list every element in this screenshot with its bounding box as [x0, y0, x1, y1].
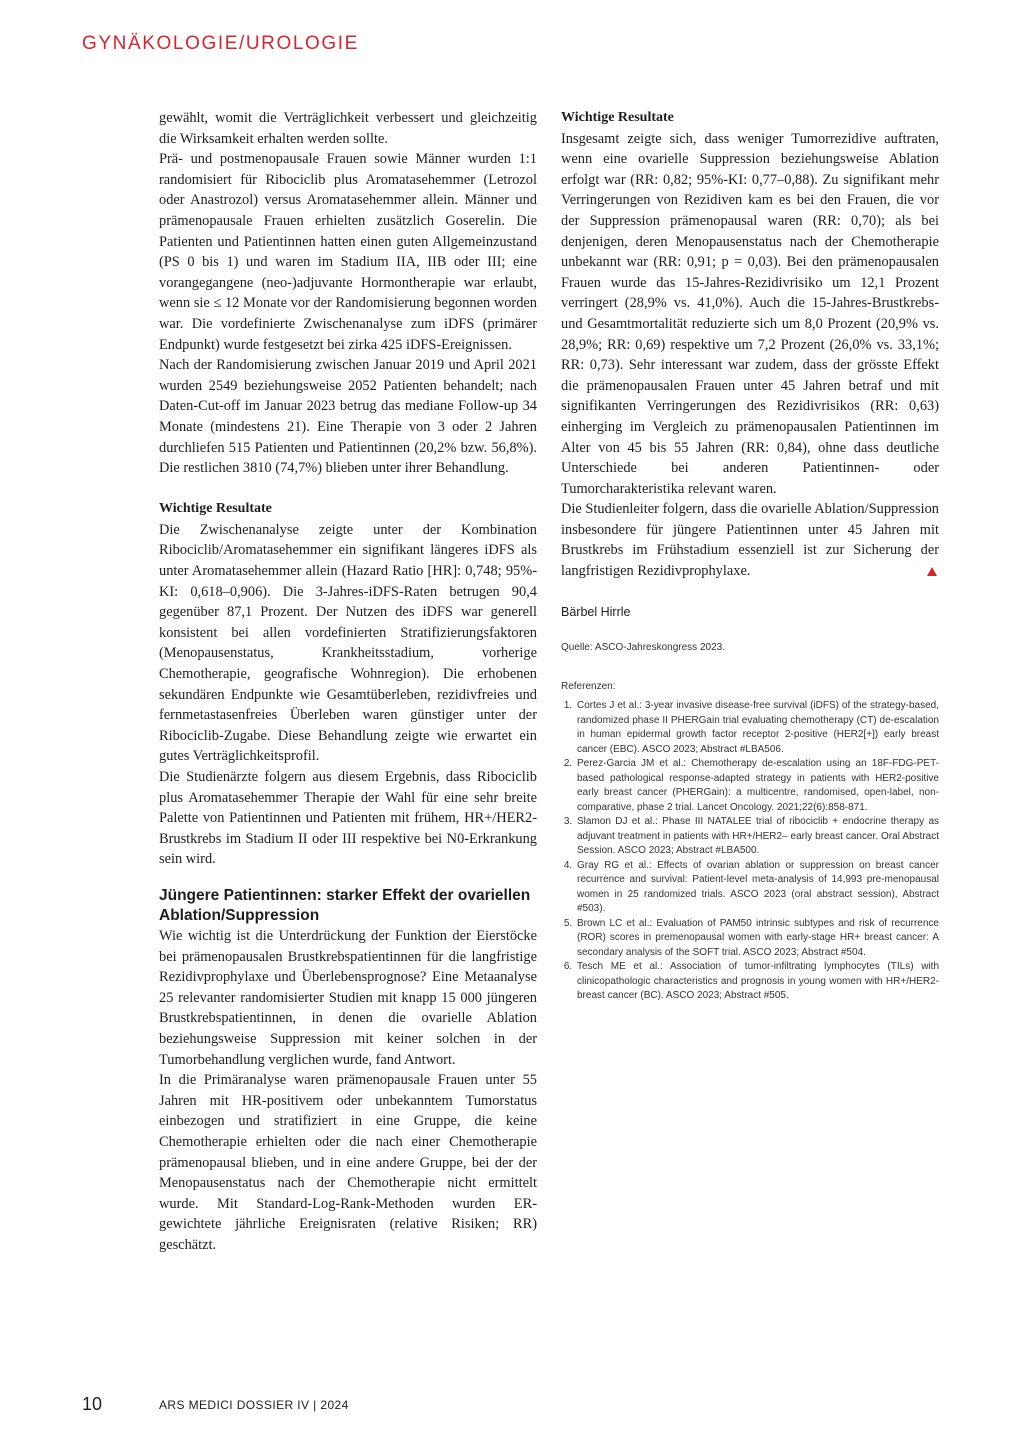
left-paragraph-6: Wie wichtig ist die Unterdrückung der Funktion der Eierstöcke bei prämenopausalen Brustkrebspatientinnen für die langfristige Rezidivprophylaxe und Überlebensprognose? Eine Metaanalyse 25 relevanter randomisierter Studien mit knapp 15 000 jüngeren Brustkrebspatientinnen, in denen die ovarielle Ablation beziehungsweise Suppression mit keiner solchen in der Tumorbehandlung verglichen wurde, fand Antwort.: [159, 927, 537, 1068]
left-paragraph-7: In die Primäranalyse waren prämenopausale Frauen unter 55 Jahren mit HR-positivem oder unbekanntem Tumorstatus einbezogen und stratifiziert in eine Gruppe, die keine Chemotherapie erhielten oder die nach einer Chemotherapie prämenopausal blieben, und in eine andere Gruppe, bei der der Menopausenstatus nach der Chemotherapie nicht ermittelt wurde. Mit Standard-Log-Rank-Methoden wurden ER-gewichtete jährliche Ereignisraten (relative Risiken; RR) geschätzt.: [159, 1072, 537, 1253]
left-paragraph-5: Die Studienärzte folgern aus diesem Ergebnis, dass Ribociclib plus Aromatasehemmer Therapie der Wahl für eine sehr breite Palette von Patientinnen und Patienten mit frühem, HR+/HER2-Brustkrebs im Stadium II oder III respektive bei N0-Erkrankung sein wird.: [159, 769, 537, 868]
reference-item: 1. Cortes J et al.: 3-year invasive disease-free survival (iDFS) of the strategy-based, randomized phase II PHERGain trial evaluating chemotherapy (CT) de-escalation in human epidermal growth factor receptor 2-positive (HER2[+]) early breast cancer (EBC). ASCO 2023; Abstract #LBA506.: [575, 699, 939, 757]
section-subheading: Jüngere Patientinnen: starker Effekt der ovariellen Ablation/Suppression: [159, 886, 531, 924]
page-number: 10: [82, 1394, 103, 1414]
left-paragraph-3: Nach der Randomisierung zwischen Januar 2019 und April 2021 wurden 2549 beziehungsweise 2052 Patienten behandelt; nach Daten-Cut-off im Januar 2023 betrug das mediane Follow-up 34 Monate (mindestens 21). Eine Therapie von 3 oder 2 Jahren durchliefen 515 Patienten und Patientinnen (20,2% bzw. 56,8%). Die restlichen 3810 (74,7%) blieben unter ihrer Behandlung.: [159, 357, 537, 477]
right-paragraph-1: Insgesamt zeigte sich, dass weniger Tumorrezidive auftraten, wenn eine ovarielle Suppression beziehungsweise Ablation erfolgt war (RR: 0,82; 95%-KI: 0,77–0,88). Zu signifikant mehr Verringerungen von Rezidiven kam es bei den Frauen, die vor der Suppression prämenopausal waren (RR: 0,70); als bei denjenigen, deren Menopausenstatus nach der Chemotherapie unbekannt war (RR: 0,91; p = 0,03). Bei den prämenopausalen Frauen wurde das 15-Jahres-Rezidivrisiko um 12,1 Prozent verringert (28,9% vs. 41,0%). Auch die 15-Jahres-Brustkrebs- und Gesamtmortalität reduzierte sich um 8,0 Prozent (20,9% vs. 28,9%; RR: 0,69) respektive um 7,2 Prozent (26,0% vs. 33,1%; RR: 0,73). Sehr interessant war zudem, dass der grösste Effekt die prämenopausalen Frauen unter 45 Jahren betraf und mit signifikanten Verringerungen des Rezidivrisikos (RR: 0,63) einherging im Vergleich zu prämenopausalen Patientinnen im Alter von 45 bis 55 Jahren (RR: 0,84), ohne dass deutliche Unterschiede bei anderen Patientinnen- oder Tumorcharakteristika relevant waren.: [561, 130, 939, 497]
left-results-heading: Wichtige Resultate: [159, 501, 272, 517]
reference-item: 3. Slamon DJ et al.: Phase III NATALEE trial of ribociclib + endocrine therapy as adjuvant treatment in patients with HR+/HER2– early breast cancer. Oral Abstract Session. ASCO 2023; Abstract #LBA500.: [575, 815, 939, 859]
left-paragraph-1: gewählt, womit die Verträglichkeit verbessert und gleichzeitig die Wirksamkeit erhalten werden sollte.: [159, 110, 537, 147]
right-paragraph-2: [561, 499, 939, 581]
source-note: Quelle: ASCO-Jahreskongress 2023.: [561, 642, 725, 654]
author-name: Bärbel Hirrle: [561, 604, 631, 619]
left-paragraph-4: Die Zwischenanalyse zeigte unter der Kombination Ribociclib/Aromatasehemmer ein signifikant längeres iDFS als unter Aromatasehemmer allein (Hazard Ratio [HR]: 0,748; 95%-KI: 0,618–0,906). Die 3-Jahres-iDFS-Raten betrugen 90,4 gegenüber 87,1 Prozent. Der Nutzen des iDFS war generell konsistent bei allen vordefinierten Stratifizierungsfaktoren (Menopausenstatus, Krankheitsstadium, vorherige Chemotherapie, geografische Wohnregion). Die erhobenen sekundären Endpunkte wie Gesamtüberleben, rezidivfreies und fernmetastasenfreies Überleben waren günstiger unter der Ribociclib-Zugabe. Diese Behandlung zeigte wie erwartet ein gutes Verträglichkeitsprofil.: [159, 521, 537, 765]
reference-item: 2. Perez-Garcia JM et al.: Chemotherapy de-escalation using an 18F-FDG-PET-based pathological response-adapted strategy in patients with HER2-positive early breast cancer (PHERGain): a multicentre, randomised, open-label, non-comparative, phase 2 trial. Lancet Oncology. 2021;22(6):858-871.: [575, 757, 939, 815]
left-paragraph-2: Prä- und postmenopausale Frauen sowie Männer wurden 1:1 randomisiert für Ribociclib plus Aromatasehemmer (Letrozol oder Anastrozol) versus Aromatasehemmer allein. Männer und prämenopausale Frauen erhielten zusätzlich Goserelin. Die Patienten und Patientinnen hatten einen guten Allgemeinzustand (PS 0 bis 1) und waren im Stadium IIA, IIB oder III; eine vorangegangene (neo-)adjuvante Hormontherapie war erlaubt, wenn sie ≤ 12 Monate vor der Randomisierung begonnen worden war. Die vordefinierte Zwischenanalyse zum iDFS (primärer Endpunkt) wurde festgesetzt bei zirka 425 iDFS-Ereignissen.: [159, 151, 537, 353]
publication-name: ARS MEDICI DOSSIER IV | 2024: [159, 1398, 349, 1412]
right-column: [561, 108, 939, 1004]
reference-item: 4. Gray RG et al.: Effects of ovarian ablation or suppression on breast cancer recurrence and survival: Patient-level meta-analysis of 14,993 pre-menopausal women in 25 randomized trials. ASCO 2023 (oral abstract session), Abstract #503).: [575, 859, 939, 917]
references-list: [561, 699, 939, 1004]
right-results-heading: Wichtige Resultate: [561, 110, 674, 125]
triangle-up-icon: [927, 567, 937, 576]
section-header: GYNÄKOLOGIE/UROLOGIE: [82, 33, 359, 54]
reference-item: 5. Brown LC et al.: Evaluation of PAM50 intrinsic subtypes and risk of recurrence (ROR) scores in premenopausal women with early-stage HR+ breast cancer: A secondary analysis of the SOFT trial. ASCO 2023; Abstract #504.: [575, 917, 939, 961]
right-paragraph-2-text: Die Studienleiter folgern, dass die ovarielle Ablation/Suppression insbesondere für jüngere Patientinnen unter 45 Jahren mit Brustkrebs im Frühstadium essenziell ist zur Sicherung der langfristigen Rezidivprophylaxe.: [561, 501, 939, 580]
references-title: Referenzen:: [561, 680, 616, 692]
left-column: [159, 108, 537, 1255]
reference-item: 6. Tesch ME et al.: Association of tumor-infiltrating lymphocytes (TILs) with clinicopathologic characteristics and prognosis in young women with HR+/HER2- breast cancer (BC). ASCO 2023; Abstract #505.: [575, 960, 939, 1004]
